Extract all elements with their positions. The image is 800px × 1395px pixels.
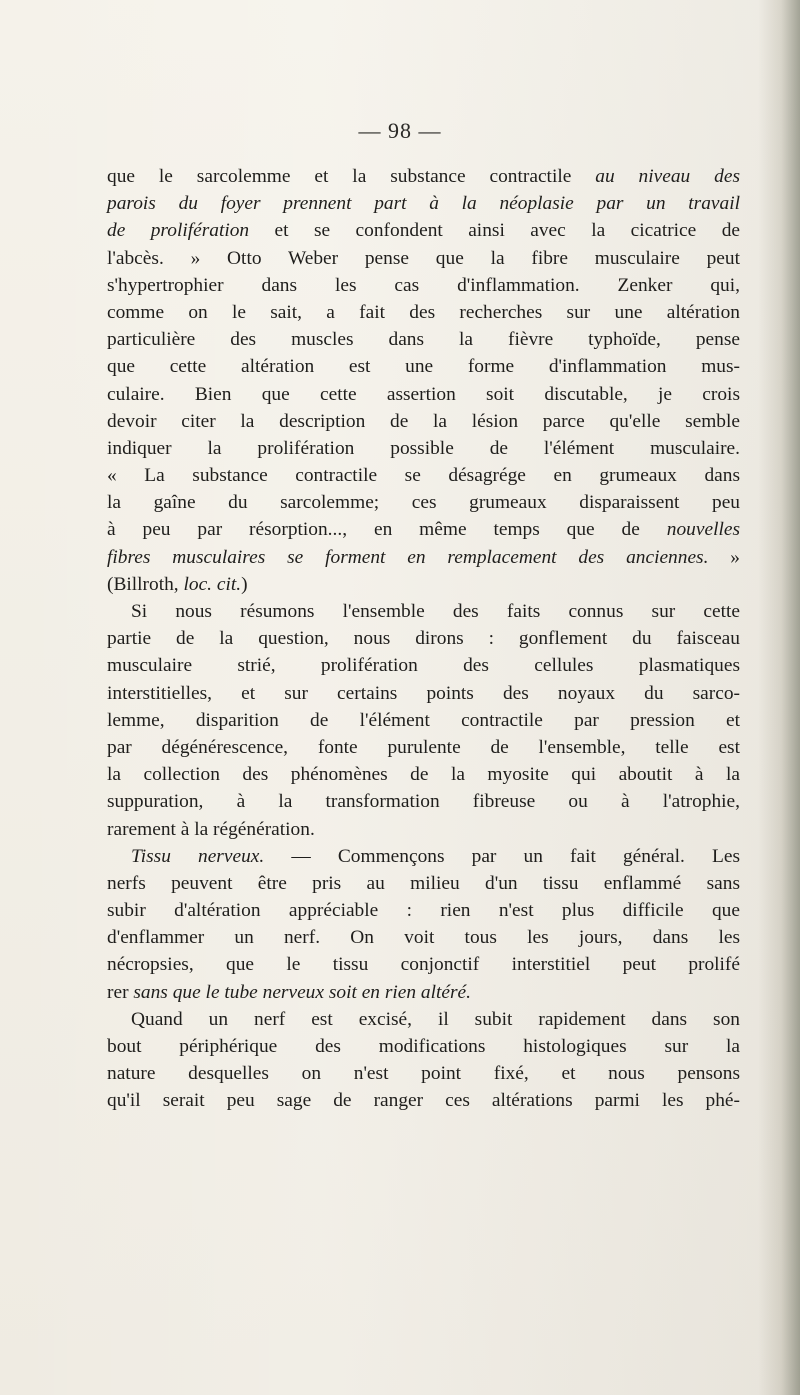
italic-text: Tissu nerveux. <box>131 845 265 867</box>
text-line <box>107 489 740 516</box>
text-line <box>107 788 740 815</box>
text-segment: l'abcès. » Otto Weber pense que la fibre musculaire peut <box>107 247 740 269</box>
text-line <box>107 217 740 244</box>
text-segment: comme on le sait, a fait des recherches sur une altération <box>107 301 740 323</box>
text-segment: interstitielles, et sur certains points des noyaux du sarco- <box>107 682 740 704</box>
text-line <box>107 516 740 543</box>
text-segment: culaire. Bien que cette assertion soit discutable, je crois <box>107 383 740 405</box>
text-segment: rarement à la régénération. <box>107 818 315 840</box>
text-line <box>107 924 740 951</box>
text-segment: « La substance contractile se désagrége en grumeaux dans <box>107 465 740 487</box>
text-segment: à peu par résorption..., en même temps que de <box>107 519 667 541</box>
text-line <box>107 190 740 217</box>
text-line <box>107 544 740 571</box>
text-segment: lemme, disparition de l'élément contractile par pression et <box>107 709 740 731</box>
text-line <box>107 1060 740 1087</box>
text-segment: que cette altération est une forme d'inflammation mus- <box>107 356 740 378</box>
text-segment: par dégénérescence, fonte purulente de l'ensemble, telle est <box>107 736 740 758</box>
text-line <box>107 163 740 190</box>
text-line <box>107 272 740 299</box>
text-segment: — Commençons par un fait général. Les <box>264 845 740 867</box>
text-line <box>107 381 740 408</box>
text-segment: nerfs peuvent être pris au milieu d'un tissu enflammé sans <box>107 872 740 894</box>
text-line <box>107 435 740 462</box>
text-segment: rer <box>107 981 134 1003</box>
italic-text: sans que le tube nerveux soit en rien altéré. <box>133 981 472 1003</box>
text-line <box>107 761 740 788</box>
text-segment: et se confondent ainsi avec la cicatrice de <box>249 220 740 242</box>
text-line <box>107 1033 740 1060</box>
text-line <box>107 299 740 326</box>
body-text <box>107 163 740 1115</box>
text-line <box>107 680 740 707</box>
text-segment: » <box>708 546 740 568</box>
text-segment: nécropsies, que le tissu conjonctif interstitiel peut prolifé <box>107 954 740 976</box>
italic-text: parois du foyer prennent part à la néoplasie par un travail <box>107 193 740 215</box>
text-segment: suppuration, à la transformation fibreuse ou à l'atrophie, <box>107 791 740 813</box>
text-segment: d'enflammer un nerf. On voit tous les jours, dans les <box>107 927 740 949</box>
text-segment: particulière des muscles dans la fièvre typhoïde, pense <box>107 329 740 351</box>
text-segment: (Billroth, <box>107 573 184 595</box>
text-line <box>107 1006 740 1033</box>
italic-text: au niveau des <box>595 166 740 187</box>
text-line <box>107 652 740 679</box>
text-line <box>107 353 740 380</box>
text-segment: s'hypertrophier dans les cas d'inflammation. Zenker qui, <box>107 274 740 296</box>
text-segment: nature desquelles on n'est point fixé, et nous pensons <box>107 1063 740 1085</box>
text-segment: la collection des phénomènes de la myosite qui aboutit à la <box>107 764 740 786</box>
text-line <box>107 734 740 761</box>
text-segment: Si nous résumons l'ensemble des faits connus sur cette <box>131 601 740 622</box>
page-number: — 98 — <box>358 118 442 143</box>
text-line <box>107 951 740 978</box>
italic-text: de prolifération <box>107 220 250 242</box>
text-segment: bout périphérique des modifications histologiques sur la <box>107 1036 740 1057</box>
text-segment: indiquer la prolifération possible de l'élément musculaire. <box>107 437 740 459</box>
text-segment: partie de la question, nous dirons : gonflement du faisceau <box>107 628 740 650</box>
italic-text: nouvelles <box>666 519 740 541</box>
text-line <box>107 326 740 353</box>
text-segment: ) <box>241 573 248 595</box>
text-line <box>107 816 740 843</box>
text-line <box>107 598 740 625</box>
text-segment: devoir citer la description de la lésion parce qu'elle semble <box>107 410 740 432</box>
text-line <box>107 1087 740 1114</box>
text-line <box>107 408 740 435</box>
text-line <box>107 571 740 598</box>
text-line <box>107 625 740 652</box>
text-line <box>107 245 740 272</box>
text-line <box>107 870 740 897</box>
text-line <box>107 979 740 1006</box>
text-segment: la gaîne du sarcolemme; ces grumeaux disparaissent peu <box>107 492 740 514</box>
italic-text: fibres musculaires se forment en remplacement des anciennes. <box>107 546 709 568</box>
text-line <box>107 707 740 734</box>
text-segment: Quand un nerf est excisé, il subit rapidement dans son <box>131 1008 740 1030</box>
text-segment: qu'il serait peu sage de ranger ces altérations parmi les phé- <box>107 1090 740 1112</box>
text-line <box>107 462 740 489</box>
page-edge-shadow <box>758 0 800 1395</box>
text-segment: subir d'altération appréciable : rien n'est plus difficile que <box>107 900 740 922</box>
text-segment: que le sarcolemme et la substance contractile <box>107 166 596 187</box>
text-segment: musculaire strié, prolifération des cellules plasmatiques <box>107 655 740 677</box>
text-line <box>107 843 740 870</box>
italic-text: loc. cit. <box>183 573 242 595</box>
text-line <box>107 897 740 924</box>
